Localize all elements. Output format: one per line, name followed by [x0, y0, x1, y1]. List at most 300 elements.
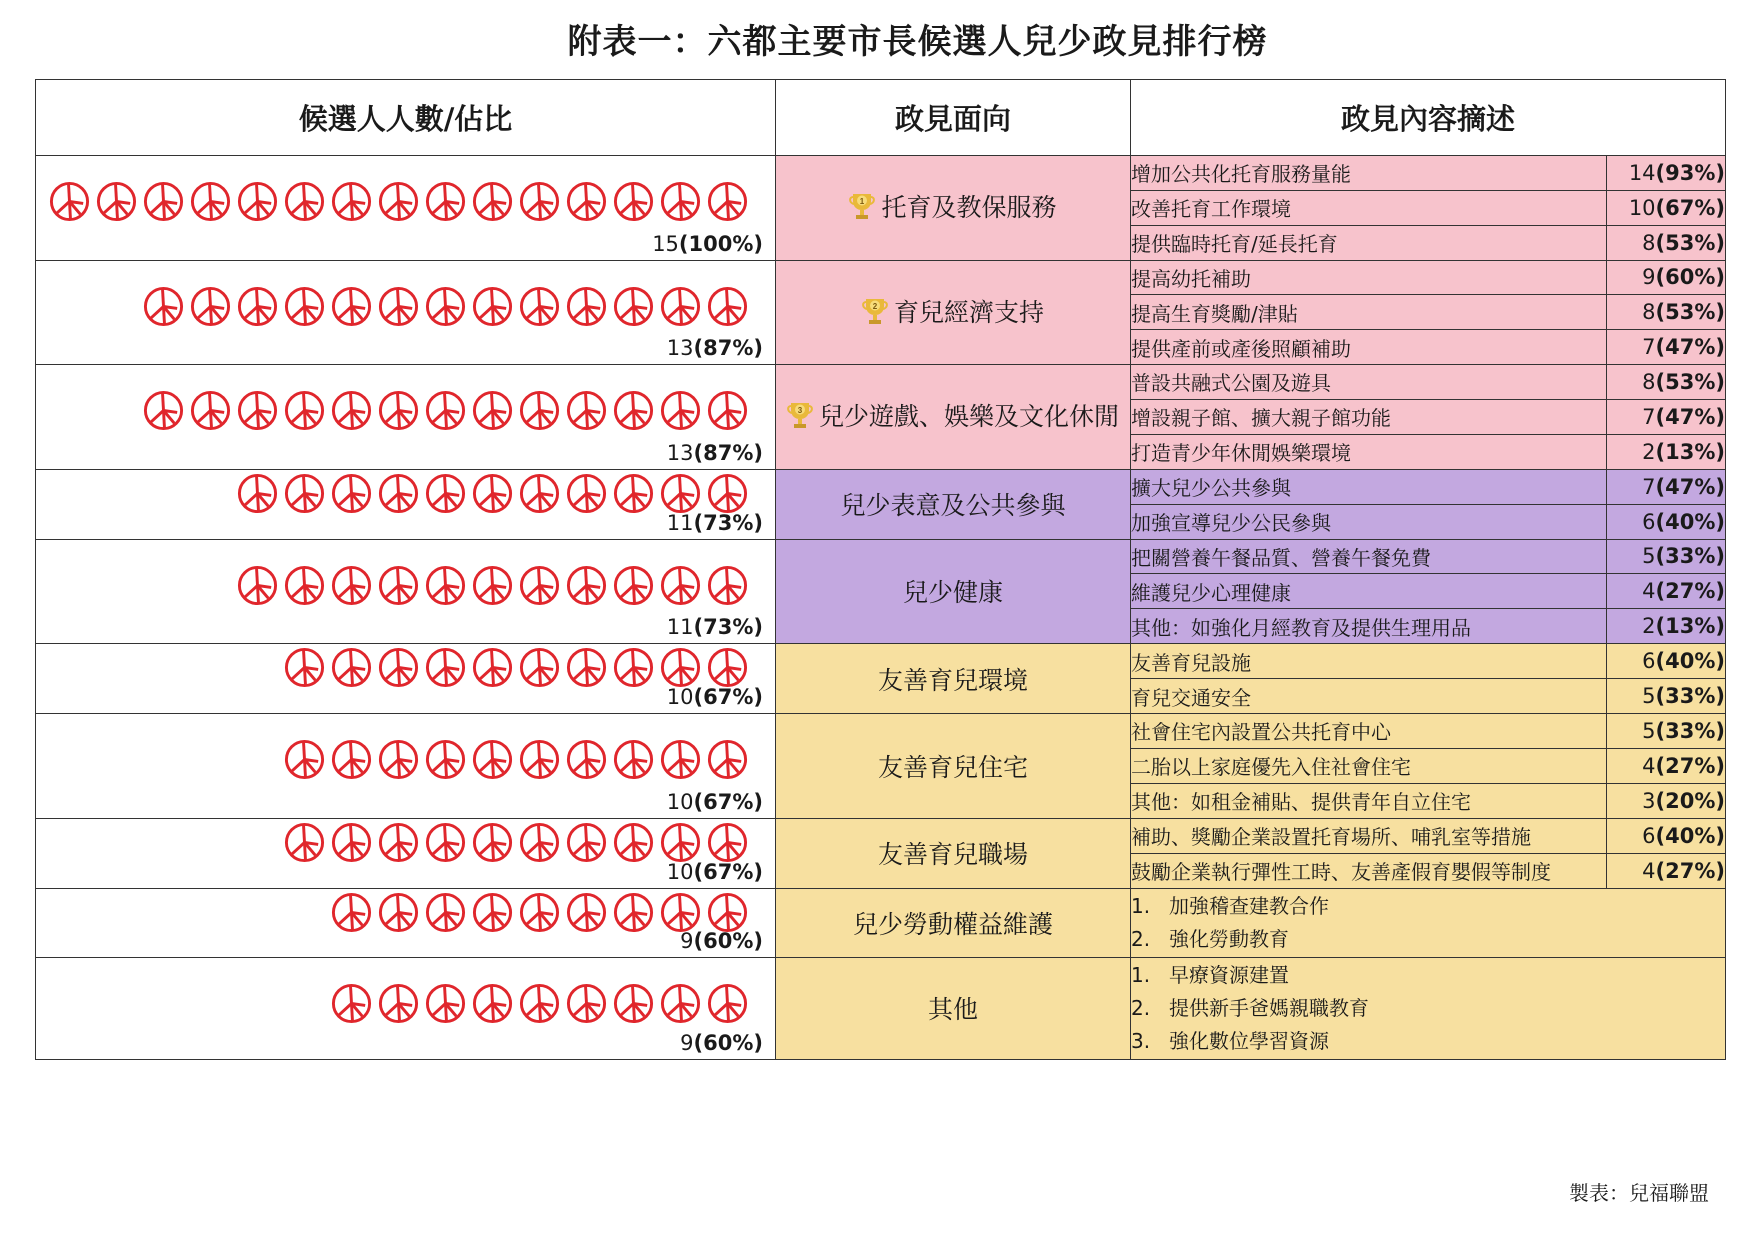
- policy-item: 提高生育獎勵/津貼: [1131, 295, 1607, 330]
- count-number: 11: [666, 615, 694, 639]
- policy-item: 提高幼托補助: [1131, 260, 1607, 295]
- vote-stamp-icon: [283, 285, 326, 328]
- policy-count-percent: (40%): [1655, 649, 1726, 673]
- vote-stamp-icon: [330, 285, 373, 328]
- vote-stamp-icon: [518, 738, 561, 781]
- list-text: 強化數位學習資源: [1169, 1028, 1329, 1053]
- vote-stamp-icon: [471, 180, 514, 223]
- policy-item: 提供臨時托育/延長托育: [1131, 225, 1607, 260]
- category-label: 其他: [927, 995, 978, 1024]
- count-number: 11: [666, 510, 694, 535]
- policy-count: [1607, 365, 1726, 400]
- vote-stamps: [232, 472, 749, 515]
- trophy-icon: [787, 400, 813, 430]
- candidate-count: [667, 860, 763, 884]
- policy-item: 改善托育工作環境: [1131, 190, 1607, 225]
- vote-stamps: [326, 891, 749, 934]
- policy-count: [1607, 574, 1726, 609]
- policy-count-percent: (47%): [1655, 404, 1726, 429]
- policy-count-number: 4: [1642, 579, 1656, 604]
- vote-stamp-icon: [565, 891, 608, 934]
- trophy-rank: 2: [872, 301, 878, 311]
- vote-stamp-icon: [471, 389, 514, 432]
- vote-stamp-icon: [471, 564, 514, 607]
- vote-stamp-icon: [283, 389, 326, 432]
- candidate-count-cell: [36, 469, 776, 539]
- table-row: [36, 539, 1726, 574]
- candidate-count: [667, 615, 763, 639]
- vote-stamp-icon: [659, 821, 702, 864]
- candidate-count: [667, 441, 763, 465]
- policy-count-percent: (13%): [1655, 439, 1726, 464]
- vote-stamp-icon: [424, 646, 467, 689]
- policy-list-item: [1131, 923, 1725, 956]
- vote-stamp-icon: [424, 982, 467, 1025]
- policy-count-percent: (33%): [1655, 544, 1726, 569]
- policy-count: [1607, 399, 1726, 434]
- candidate-count: [680, 1031, 763, 1055]
- vote-stamp-icon: [518, 891, 561, 934]
- policy-count-number: 6: [1642, 649, 1656, 673]
- count-percent: (67%): [693, 685, 763, 709]
- policy-count-percent: (60%): [1655, 265, 1726, 290]
- vote-stamp-icon: [142, 285, 185, 328]
- vote-stamp-icon: [518, 472, 561, 515]
- category-cell: [776, 539, 1131, 644]
- vote-stamp-icon: [706, 389, 749, 432]
- category-cell: [776, 714, 1131, 819]
- policy-count-number: 7: [1642, 335, 1656, 360]
- count-number: 10: [666, 859, 694, 884]
- vote-stamps: [44, 180, 749, 223]
- vote-stamp-icon: [330, 891, 373, 934]
- vote-stamp-icon: [283, 472, 326, 515]
- vote-stamp-icon: [518, 646, 561, 689]
- candidate-count-cell: [36, 539, 776, 644]
- candidate-count-cell: [36, 714, 776, 819]
- policy-count-percent: (33%): [1655, 684, 1726, 708]
- policy-count-percent: (53%): [1655, 230, 1726, 255]
- policy-count-number: 5: [1642, 544, 1656, 569]
- vote-stamp-icon: [659, 738, 702, 781]
- vote-stamps: [279, 646, 749, 689]
- list-text: 早療資源建置: [1169, 962, 1289, 987]
- policy-item: 鼓勵企業執行彈性工時、友善產假育嬰假等制度: [1131, 853, 1607, 888]
- candidate-count-cell: [36, 644, 776, 714]
- count-number: 9: [680, 928, 694, 953]
- vote-stamp-icon: [471, 738, 514, 781]
- vote-stamp-icon: [330, 821, 373, 864]
- vote-stamp-icon: [706, 564, 749, 607]
- vote-stamp-icon: [424, 285, 467, 328]
- category-cell: [776, 469, 1131, 539]
- vote-stamp-icon: [377, 564, 420, 607]
- table-row: [36, 957, 1726, 1059]
- vote-stamp-icon: [283, 738, 326, 781]
- vote-stamp-icon: [706, 646, 749, 689]
- policy-count-number: 9: [1642, 265, 1656, 290]
- vote-stamps: [138, 389, 749, 432]
- vote-stamp-icon: [330, 982, 373, 1025]
- vote-stamp-icon: [471, 472, 514, 515]
- vote-stamp-icon: [142, 180, 185, 223]
- vote-stamp-icon: [471, 285, 514, 328]
- vote-stamps: [138, 285, 749, 328]
- category-label: 兒少遊戲、娛樂及文化休閒: [818, 402, 1119, 432]
- policy-list-item: [1131, 890, 1725, 923]
- vote-stamp-icon: [471, 982, 514, 1025]
- policy-count-percent: (27%): [1655, 579, 1726, 604]
- category-cell: [776, 818, 1131, 888]
- vote-stamp-icon: [659, 389, 702, 432]
- policy-count-percent: (47%): [1655, 335, 1726, 360]
- vote-stamp-icon: [612, 646, 655, 689]
- vote-stamp-icon: [424, 564, 467, 607]
- category-label: 育兒經濟支持: [893, 297, 1044, 327]
- vote-stamp-icon: [612, 891, 655, 934]
- vote-stamp-icon: [612, 285, 655, 328]
- vote-stamp-icon: [377, 821, 420, 864]
- category-cell: [776, 156, 1131, 261]
- vote-stamp-icon: [565, 564, 608, 607]
- vote-stamp-icon: [706, 891, 749, 934]
- vote-stamp-icon: [518, 982, 561, 1025]
- policy-count: [1607, 190, 1726, 225]
- policy-count: [1607, 295, 1726, 330]
- policy-item: 維護兒少心理健康: [1131, 574, 1607, 609]
- count-percent: (73%): [693, 510, 763, 535]
- policy-item: 加強宣導兒少公民參與: [1131, 504, 1607, 539]
- policy-count-number: 2: [1642, 614, 1656, 639]
- vote-stamp-icon: [706, 285, 749, 328]
- policy-count-number: 4: [1642, 858, 1656, 883]
- policy-count-number: 8: [1642, 230, 1656, 255]
- policy-count-number: 2: [1642, 439, 1656, 464]
- policy-count: [1607, 469, 1726, 504]
- vote-stamp-icon: [424, 891, 467, 934]
- policy-item: 社會住宅內設置公共托育中心: [1131, 714, 1607, 749]
- count-percent: (73%): [693, 615, 763, 639]
- policy-count-number: 5: [1642, 718, 1656, 743]
- vote-stamp-icon: [377, 982, 420, 1025]
- policy-count-number: 6: [1642, 509, 1656, 534]
- vote-stamp-icon: [565, 982, 608, 1025]
- policy-count-percent: (33%): [1655, 718, 1726, 743]
- vote-stamp-icon: [706, 472, 749, 515]
- vote-stamp-icon: [236, 180, 279, 223]
- policy-count: [1607, 783, 1726, 818]
- count-number: 15: [652, 231, 679, 256]
- category-cell: [776, 260, 1131, 365]
- vote-stamp-icon: [283, 821, 326, 864]
- category-label: 兒少表意及公共參與: [840, 491, 1066, 520]
- vote-stamp-icon: [189, 389, 232, 432]
- policy-count: [1607, 504, 1726, 539]
- policy-count: [1607, 609, 1726, 644]
- policy-item: 其他：如強化月經教育及提供生理用品: [1131, 609, 1607, 644]
- vote-stamps: [232, 564, 749, 607]
- table-row: [36, 365, 1726, 400]
- vote-stamp-icon: [377, 891, 420, 934]
- count-number: 13: [666, 440, 694, 465]
- list-number: 3.: [1131, 1028, 1151, 1053]
- policy-count-percent: (20%): [1655, 788, 1726, 813]
- policy-count-number: 8: [1642, 369, 1656, 394]
- list-number: 1.: [1131, 893, 1151, 918]
- vote-stamp-icon: [424, 389, 467, 432]
- count-percent: (60%): [693, 1030, 763, 1055]
- vote-stamp-icon: [706, 821, 749, 864]
- policy-count-percent: (53%): [1655, 300, 1726, 325]
- count-percent: (100%): [678, 231, 763, 256]
- vote-stamp-icon: [95, 180, 138, 223]
- vote-stamp-icon: [706, 180, 749, 223]
- count-percent: (87%): [693, 440, 763, 465]
- header-candidates: 候選人人數/佔比: [36, 80, 776, 156]
- vote-stamp-icon: [236, 285, 279, 328]
- trophy-icon: [849, 191, 875, 221]
- vote-stamp-icon: [659, 982, 702, 1025]
- policy-count-percent: (53%): [1655, 369, 1726, 394]
- vote-stamp-icon: [612, 389, 655, 432]
- policy-item: 提供產前或產後照顧補助: [1131, 330, 1607, 365]
- policy-count: [1607, 748, 1726, 783]
- vote-stamp-icon: [424, 180, 467, 223]
- vote-stamp-icon: [377, 646, 420, 689]
- candidate-count-cell: [36, 888, 776, 957]
- vote-stamp-icon: [659, 472, 702, 515]
- count-percent: (67%): [693, 859, 763, 884]
- policy-count-number: 3: [1642, 788, 1656, 813]
- policy-item: 普設共融式公園及遊具: [1131, 365, 1607, 400]
- candidate-count-cell: [36, 156, 776, 261]
- policy-count-percent: (27%): [1655, 858, 1726, 883]
- policy-list: [1131, 957, 1726, 1059]
- vote-stamp-icon: [706, 982, 749, 1025]
- vote-stamp-icon: [659, 285, 702, 328]
- count-percent: (60%): [693, 928, 763, 953]
- vote-stamp-icon: [518, 821, 561, 864]
- policy-count-number: 14: [1628, 160, 1656, 185]
- list-number: 2.: [1131, 995, 1151, 1020]
- table-row: [36, 469, 1726, 504]
- candidate-count-cell: [36, 818, 776, 888]
- policy-count-percent: (27%): [1655, 753, 1726, 778]
- policy-item: 二胎以上家庭優先入住社會住宅: [1131, 748, 1607, 783]
- policy-count-number: 8: [1642, 300, 1656, 325]
- vote-stamp-icon: [612, 564, 655, 607]
- vote-stamps: [326, 982, 749, 1025]
- vote-stamp-icon: [283, 564, 326, 607]
- trophy-rank: 1: [860, 197, 865, 207]
- trophy-icon: [862, 296, 888, 326]
- vote-stamp-icon: [612, 821, 655, 864]
- ranking-table: [35, 79, 1726, 1060]
- header-summary: 政見內容摘述: [1131, 80, 1726, 156]
- vote-stamp-icon: [236, 472, 279, 515]
- policy-list-item: [1131, 959, 1725, 992]
- vote-stamp-icon: [659, 564, 702, 607]
- table-row: [36, 714, 1726, 749]
- category-label: 友善育兒環境: [877, 665, 1028, 695]
- list-text: 強化勞動教育: [1169, 926, 1289, 951]
- vote-stamp-icon: [565, 389, 608, 432]
- policy-count: [1607, 225, 1726, 260]
- vote-stamp-icon: [330, 472, 373, 515]
- vote-stamp-icon: [659, 180, 702, 223]
- policy-count-percent: (47%): [1655, 474, 1726, 499]
- vote-stamp-icon: [471, 646, 514, 689]
- footer-credit: 製表：兒福聯盟: [1569, 1181, 1709, 1205]
- policy-item: 補助、獎勵企業設置托育場所、哺乳室等措施: [1131, 818, 1607, 853]
- policy-count: [1607, 539, 1726, 574]
- list-text: 加強稽查建教合作: [1169, 893, 1329, 918]
- policy-list-item: [1131, 992, 1725, 1025]
- vote-stamp-icon: [424, 821, 467, 864]
- vote-stamp-icon: [471, 891, 514, 934]
- category-label: 兒少勞動權益維護: [852, 909, 1053, 939]
- vote-stamp-icon: [424, 472, 467, 515]
- vote-stamp-icon: [424, 738, 467, 781]
- vote-stamp-icon: [565, 472, 608, 515]
- vote-stamp-icon: [377, 285, 420, 328]
- vote-stamp-icon: [330, 180, 373, 223]
- policy-count-number: 6: [1642, 823, 1656, 848]
- list-number: 1.: [1131, 962, 1151, 987]
- vote-stamp-icon: [565, 821, 608, 864]
- policy-count-percent: (40%): [1655, 509, 1726, 534]
- vote-stamp-icon: [330, 738, 373, 781]
- category-cell: [776, 644, 1131, 714]
- candidate-count-cell: [36, 365, 776, 470]
- category-cell: [776, 957, 1131, 1059]
- category-label: 友善育兒住宅: [877, 752, 1028, 782]
- policy-count-percent: (93%): [1655, 160, 1726, 185]
- candidate-count: [667, 685, 763, 709]
- policy-count: [1607, 156, 1726, 191]
- candidate-count: [667, 790, 763, 814]
- table-row: [36, 156, 1726, 191]
- policy-count-number: 5: [1642, 684, 1656, 708]
- policy-count: [1607, 330, 1726, 365]
- count-percent: (87%): [693, 336, 763, 360]
- policy-item: 友善育兒設施: [1131, 644, 1607, 679]
- candidate-count: [652, 232, 763, 256]
- policy-item: 增加公共化托育服務量能: [1131, 156, 1607, 191]
- vote-stamp-icon: [330, 646, 373, 689]
- count-number: 9: [680, 1030, 694, 1055]
- table-row: [36, 260, 1726, 295]
- vote-stamps: [279, 821, 749, 864]
- count-number: 10: [666, 789, 694, 814]
- category-cell: [776, 365, 1131, 470]
- policy-item: 育兒交通安全: [1131, 679, 1607, 714]
- vote-stamp-icon: [518, 180, 561, 223]
- table-header-row: [36, 80, 1726, 156]
- count-percent: (67%): [693, 789, 763, 814]
- policy-count-number: 4: [1642, 753, 1656, 778]
- policy-item: 增設親子館、擴大親子館功能: [1131, 399, 1607, 434]
- vote-stamp-icon: [612, 982, 655, 1025]
- policy-count-number: 7: [1642, 474, 1656, 499]
- vote-stamp-icon: [283, 646, 326, 689]
- vote-stamp-icon: [330, 564, 373, 607]
- category-label: 托育及教保服務: [881, 193, 1057, 223]
- vote-stamp-icon: [236, 389, 279, 432]
- vote-stamp-icon: [377, 389, 420, 432]
- vote-stamp-icon: [518, 389, 561, 432]
- vote-stamp-icon: [706, 738, 749, 781]
- policy-item: 其他：如租金補貼、提供青年自立住宅: [1131, 783, 1607, 818]
- policy-count: [1607, 260, 1726, 295]
- vote-stamp-icon: [659, 891, 702, 934]
- candidate-count-cell: [36, 260, 776, 365]
- list-number: 2.: [1131, 926, 1151, 951]
- vote-stamp-icon: [565, 646, 608, 689]
- candidate-count-cell: [36, 957, 776, 1059]
- category-label: 友善育兒職場: [877, 840, 1028, 869]
- candidate-count: [667, 511, 763, 535]
- vote-stamp-icon: [565, 285, 608, 328]
- vote-stamp-icon: [236, 564, 279, 607]
- policy-item: 打造青少年休閒娛樂環境: [1131, 434, 1607, 469]
- policy-count-number: 10: [1628, 195, 1656, 220]
- policy-list-item: [1131, 1025, 1725, 1058]
- vote-stamp-icon: [377, 180, 420, 223]
- vote-stamp-icon: [189, 180, 232, 223]
- count-number: 10: [666, 685, 694, 709]
- policy-count: [1607, 434, 1726, 469]
- vote-stamp-icon: [377, 472, 420, 515]
- policy-count-percent: (67%): [1655, 195, 1726, 220]
- vote-stamp-icon: [330, 389, 373, 432]
- policy-count: [1607, 714, 1726, 749]
- vote-stamp-icon: [565, 738, 608, 781]
- vote-stamp-icon: [48, 180, 91, 223]
- policy-count-percent: (13%): [1655, 614, 1726, 639]
- vote-stamp-icon: [189, 285, 232, 328]
- vote-stamp-icon: [471, 821, 514, 864]
- policy-list: [1131, 888, 1726, 957]
- vote-stamp-icon: [565, 180, 608, 223]
- category-label: 兒少健康: [902, 578, 1003, 608]
- vote-stamp-icon: [612, 180, 655, 223]
- category-cell: [776, 888, 1131, 957]
- count-number: 13: [666, 336, 694, 360]
- vote-stamp-icon: [518, 564, 561, 607]
- policy-count: [1607, 644, 1726, 679]
- vote-stamp-icon: [142, 389, 185, 432]
- policy-count: [1607, 818, 1726, 853]
- vote-stamp-icon: [659, 646, 702, 689]
- policy-count: [1607, 853, 1726, 888]
- vote-stamp-icon: [518, 285, 561, 328]
- policy-count-number: 7: [1642, 404, 1656, 429]
- vote-stamp-icon: [283, 180, 326, 223]
- vote-stamp-icon: [377, 738, 420, 781]
- table-row: [36, 888, 1726, 957]
- vote-stamps: [279, 738, 749, 781]
- policy-count-percent: (40%): [1655, 823, 1726, 848]
- table-row: [36, 644, 1726, 679]
- trophy-rank: 3: [797, 406, 803, 416]
- policy-item: 擴大兒少公共參與: [1131, 469, 1607, 504]
- vote-stamp-icon: [612, 738, 655, 781]
- vote-stamp-icon: [612, 472, 655, 515]
- policy-item: 把關營養午餐品質、營養午餐免費: [1131, 539, 1607, 574]
- list-text: 提供新手爸媽親職教育: [1169, 995, 1369, 1020]
- page-title: 附表一：六都主要市長候選人兒少政見排行榜: [567, 22, 1268, 62]
